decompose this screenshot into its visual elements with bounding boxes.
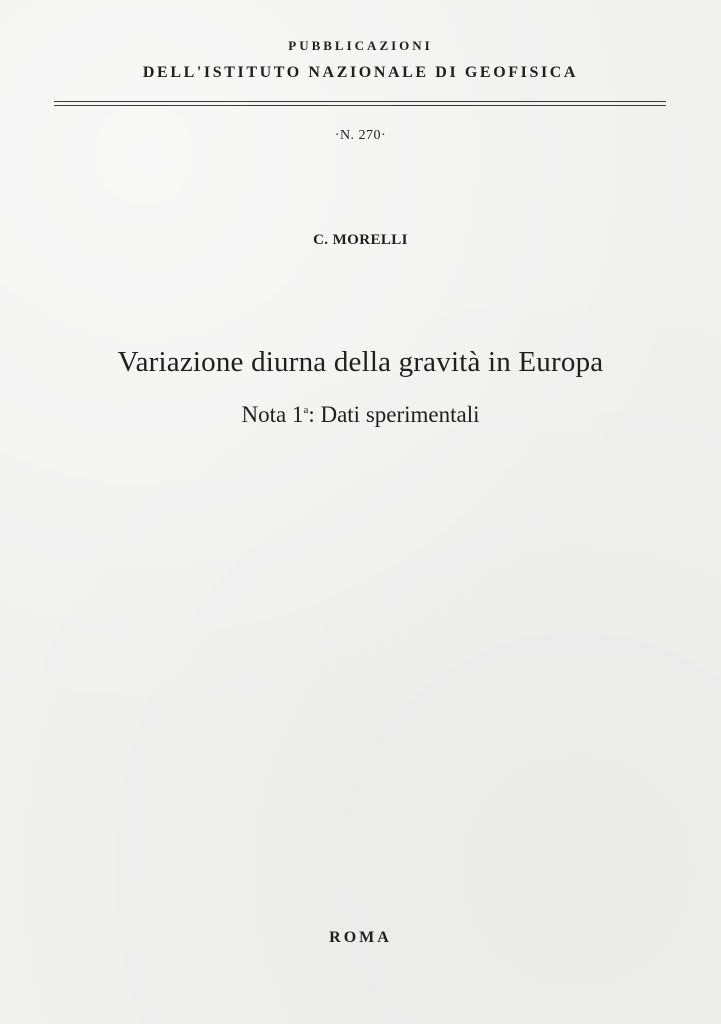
subtitle-superscript: a bbox=[303, 404, 309, 416]
header-rule-top bbox=[54, 101, 666, 102]
subtitle-prefix: Nota 1 bbox=[241, 402, 304, 427]
author-name: C. MORELLI bbox=[313, 232, 408, 248]
document-subtitle bbox=[0, 402, 721, 428]
header-rule-bottom bbox=[54, 105, 666, 106]
institute-name: DELL'ISTITUTO NAZIONALE DI GEOFISICA bbox=[142, 64, 579, 81]
publication-place: ROMA bbox=[329, 929, 392, 946]
publication-number: ·N. 270· bbox=[334, 128, 387, 143]
document-title: Variazione diurna della gravità in Europa bbox=[117, 346, 604, 378]
subtitle-suffix: : Dati sperimentali bbox=[308, 402, 480, 427]
series-title: PUBBLICAZIONI bbox=[288, 38, 433, 53]
